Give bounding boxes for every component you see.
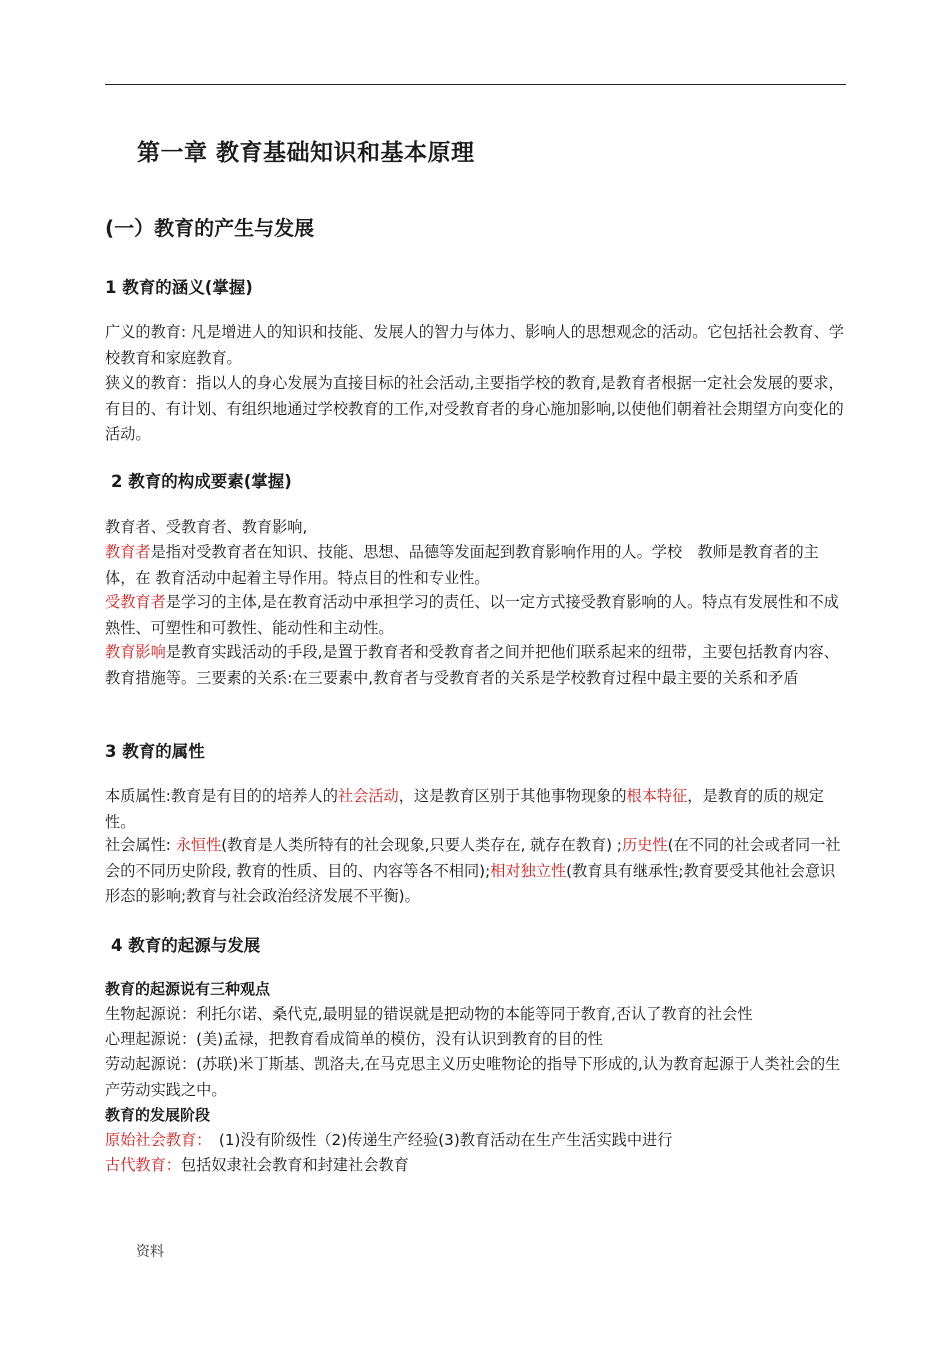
header-rule <box>105 84 846 85</box>
primitive-text: (1)没有阶级性（2)传递生产经验(3)教育活动在生产生活实践中进行 <box>203 1131 673 1149</box>
origin-subheading: 教育的起源说有三种观点 <box>105 980 271 998</box>
heading-attributes: 3 教育的属性 <box>105 742 205 761</box>
social-text-d: (教育具有继承性;教育要受其他社会意识形态的影响;教育与社会政治经济发展不平衡)。 <box>105 861 836 905</box>
stages-subheading: 教育的发展阶段 <box>105 1106 211 1124</box>
term-eternity: 永恒性 <box>175 836 222 854</box>
social-text-a: 社会属性: <box>105 836 176 854</box>
term-historicity: 历史性 <box>622 836 668 854</box>
paragraph-learner <box>105 590 846 641</box>
term-ancient-education: 古代教育： <box>105 1156 181 1174</box>
term-influence: 教育影响 <box>105 643 166 661</box>
ancient-text: 包括奴隶社会教育和封建社会教育 <box>180 1156 409 1174</box>
term-fundamental-feature: 根本特征 <box>626 787 688 805</box>
elements-intro: 教育者、受教育者、教育影响, <box>105 518 308 536</box>
social-text-c: (在不同的社会或者同一社会的不同历史阶段, 教育的性质、目的、内容等各不相同); <box>105 836 841 880</box>
social-text-b: (教育是人类所特有的社会现象,只要人类存在, 就存在教育) ; <box>221 836 623 854</box>
origin-biological: 生物起源说：利托尔诺、桑代克,最明显的错误就是把动物的本能等同于教育,否认了教育的社会性 <box>105 1005 753 1023</box>
origin-psychological: 心理起源说：(美)孟禄，把教育看成简单的模仿，没有认识到教育的目的性 <box>105 1030 603 1048</box>
paragraph-social-attribute <box>105 833 846 910</box>
paragraph-essential-attribute <box>105 784 846 835</box>
influence-text: 是教育实践活动的手段,是置于教育者和受教育者之间并把他们联系起来的纽带，主要包括教育内容、教育措施等。三要素的关系:在三要素中,教育者与受教育者的关系是学校教育过程中最主要的关系和矛盾 <box>105 643 839 687</box>
chapter-title: 第一章 教育基础知识和基本原理 <box>137 140 475 166</box>
term-primitive-education: 原始社会教育： <box>105 1131 204 1149</box>
essence-text-c: ，是教育的质的规定性。 <box>105 787 824 831</box>
essence-text-b: ，这是教育区别于其他事物现象的 <box>398 787 627 805</box>
educator-text: 是指对受教育者在知识、技能、思想、品德等发面起到教育影响作用的人。学校 教师是教育者的主体，在 教育活动中起着主导作用。特点目的性和专业性。 <box>105 543 819 587</box>
paragraph-influence <box>105 640 846 691</box>
essence-text-a: 本质属性:教育是有目的的培养人的 <box>105 787 338 805</box>
footer-label: 资料 <box>136 1244 164 1260</box>
term-relative-independence: 相对独立性 <box>490 861 567 880</box>
paragraph-narrow-education: 狭义的教育：指以人的身心发展为直接目标的社会活动,主要指学校的教育,是教育者根据一定社会发展的要求，有目的、有计划、有组织地通过学校教育的工作,对受教育者的身心施加影响,以使他们朝着社会期望方向变化的活动。 <box>105 374 844 443</box>
heading-definition: 1 教育的涵义(掌握) <box>105 278 253 297</box>
stage-primitive <box>105 1128 846 1154</box>
heading-elements: 2 教育的构成要素(掌握) <box>111 472 292 491</box>
learner-text: 是学习的主体,是在教育活动中承担学习的责任、以一定方式接受教育影响的人。特点有发展性和不成熟性、可塑性和可教性、能动性和主动性。 <box>105 593 839 637</box>
term-educator: 教育者 <box>105 543 151 561</box>
term-social-activity: 社会活动 <box>337 787 399 805</box>
origin-labor: 劳动起源说：(苏联)米丁斯基、凯洛夫,在马克思主义历史唯物论的指导下形成的,认为教育起源于人类社会的生产劳动实践之中。 <box>105 1055 841 1099</box>
stage-ancient <box>105 1153 846 1179</box>
paragraph-broad-education: 广义的教育: 凡是增进人的知识和技能、发展人的智力与体力、影响人的思想观念的活动。它包括社会教育、学校教育和家庭教育。 <box>105 323 844 367</box>
heading-origin: 4 教育的起源与发展 <box>111 936 261 955</box>
paragraph-educator <box>105 540 846 591</box>
term-learner: 受教育者 <box>105 593 166 611</box>
section-title: (一）教育的产生与发展 <box>105 216 315 240</box>
